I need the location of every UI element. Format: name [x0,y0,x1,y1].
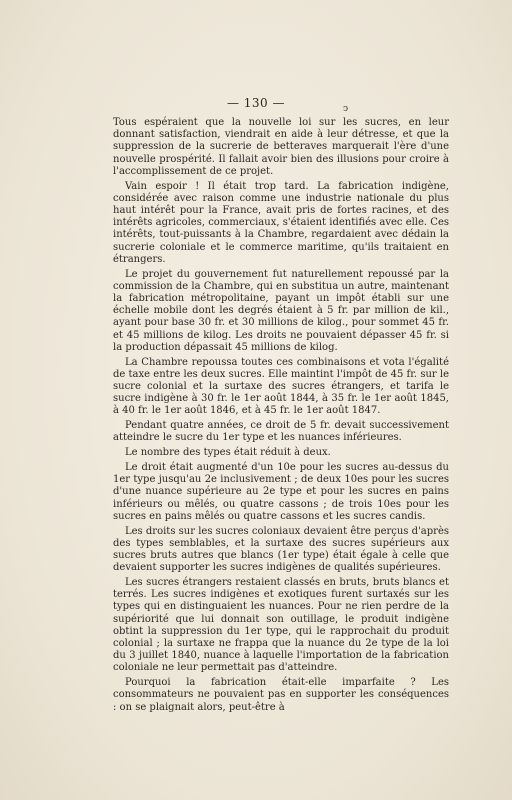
paragraph-1: Tous espéraient que la nouvelle loi sur les sucres, en leur donnant satisfaction, viendrait en aide à leur détresse, et que la suppression de la sucrerie de betteraves marquerait l'ère d'une nouvelle prospérité. Il fallait avoir bien des illusions pour croire à l'accomplissement de ce projet. [113,117,449,177]
paragraph-6: Le nombre des types était réduit à deux. [125,447,331,459]
paragraph-2: Vain espoir ! Il était trop tard. La fabrication indigène, considérée avec raison comme une industrie nationale du plus haut intérêt pour la France, avait pris de fortes racines, et des intérêts agricoles, commerciaux, s'étaient identifiés avec elle. Ces intérêts, tout-puissants à la Chambre, regardaient avec dédain la sucrerie coloniale et le commerce maritime, qu'ils traitaient en étrangers. [113,180,449,265]
paragraph-5: Pendant quatre années, ce droit de 5 fr. devait successivement atteindre le sucre du 1er type et les nuances inférieures. [113,420,449,444]
paragraph-7: Le droit était augmenté d'un 10e pour les sucres au-dessus du 1er type jusqu'au 2e inclusivement ; de deux 10es pour les sucres d'une nuance supérieure au 2e type et pour les sucres en pains inférieurs ou mêlés, ou quatre cassons ; de trois 10es pour les sucres en pains mêlés ou quatre cassons et les sucres candis. [113,462,449,522]
ink-mark: ↄ [343,104,349,114]
paragraph-10: Pourquoi la fabrication était-elle imparfaite ? Les consommateurs ne pouvaient pas en supporter les conséquences : on se plaignait alors, peut-être à [113,677,449,713]
body-text [113,117,449,716]
paragraph-9: Les sucres étrangers restaient classés en bruts, bruts blancs et terrés. Les sucres indigènes et exotiques furent surtaxés sur les types qui en distinguaient les nuances. Pour ne rien perdre de la supériorité que lui donnait son outillage, le produit indigène obtint la suppression du 1er type, qui le rapprochait du produit colonial ; la surtaxe ne frappa que la nuance du 2e type de la loi du 3 juillet 1840, nuance à laquelle l'importation de la fabrication coloniale ne leur permettait pas d'atteindre. [113,577,449,674]
paragraph-8: Les droits sur les sucres coloniaux devaient être perçus d'après des types semblables, et la surtaxe des sucres supérieurs aux sucres bruts autres que blancs (1er type) était égale à celle que devaient supporter les sucres indigènes de qualités supérieures. [113,525,449,574]
paragraph-3: Le projet du gouvernement fut naturellement repoussé par la commission de la Chambre, qui en substitua un autre, maintenant la fabrication métropolitaine, payant un impôt établi sur une échelle mobile dont les degrés étaient à 5 fr. par million de kil., ayant pour base 30 fr. et 30 millions de kilog., pour sommet 45 fr. et 45 millions de kilog. Les droits ne pouvaient dépasser 45 fr. si la production dépassait 45 millions de kilog. [113,268,449,353]
paragraph-4: La Chambre repoussa toutes ces combinaisons et vota l'égalité de taxe entre les deux sucres. Elle maintint l'impôt de 45 fr. sur le sucre colonial et la surtaxe des sucres étrangers, et tarifa le sucre indigène à 30 fr. le 1er août 1844, à 35 fr. le 1er août 1845, à 40 fr. le 1er août 1846, et à 45 fr. le 1er août 1847. [113,356,449,417]
page-number: — 130 — [226,96,286,110]
